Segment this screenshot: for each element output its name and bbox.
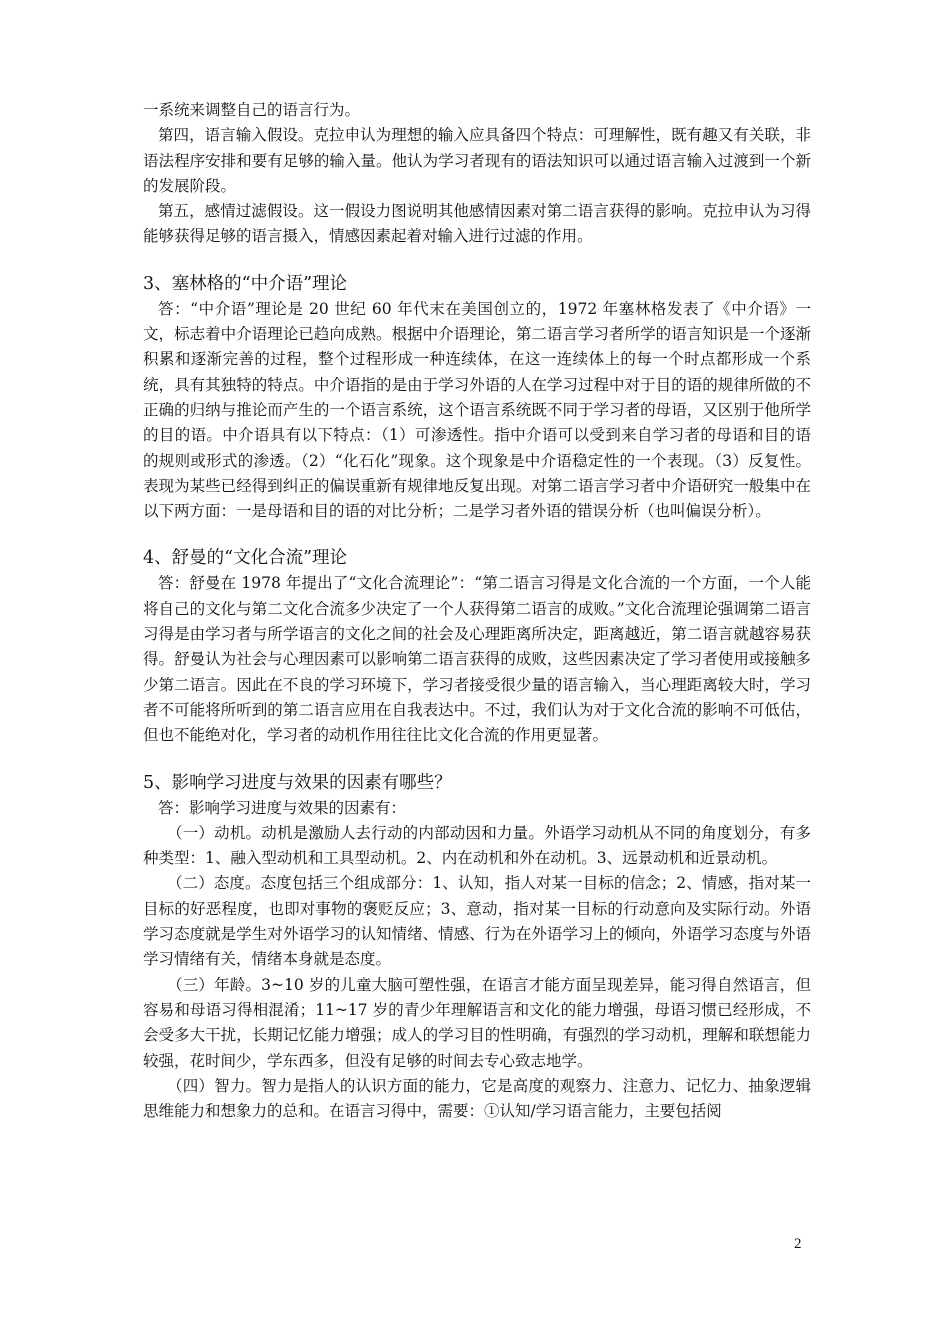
- paragraph: 一系统来调整自己的语言行为。: [143, 101, 361, 119]
- paragraph: （四）智力。智力是指人的认识方面的能力，它是高度的观察力、注意力、记忆力、抽象逻辑思维能力和想象力的总和。在语言习得中，需要：①认知/学习语言能力，主要包括阅: [143, 1076, 811, 1121]
- paragraph: （二）态度。态度包括三个组成部分：1、认知，指人对某一目标的信念；2、情感，指对某一目标的好恶程度，也即对事物的褒贬反应；3、意动，指对某一目标的行动意向及实际行动。外语学习态度就是学生对外语学习的认知情绪、情感、行为在外语学习上的倾向，外语学习态度与外语学习情绪有关，情绪本身就是态度。: [143, 874, 811, 969]
- paragraph: 答：“中介语”理论是 20 世纪 60 年代末在美国创立的，1972 年塞林格发表了《中介语》一文，标志着中介语理论已趋向成熟。根据中介语理论，第二语言学习者所学的语言知识是一个逐渐积累和逐渐完善的过程，整个过程形成一种连续体，在这一连续体上的每一个时点都形成一个系统，具有其独特的特点。中介语指的是由于学习外语的人在学习过程中对于目的语的规律所做的不正确的归纳与推论而产生的一个语言系统，这个语言系统既不同于学习者的母语，又区别于他所学的目的语。中介语具有以下特点：（1）可渗透性。指中介语可以受到来自学习者的母语和目的语的规则或形式的渗透。（2）“化石化”现象。这个现象是中介语稳定性的一个表现。（3）反复性。表现为某些已经得到纠正的偏误重新有规律地反复出现。对第二语言学习者中介语研究一般集中在以下两方面：一是母语和目的语的对比分析；二是学习者外语的错误分析（也叫偏误分析）。: [143, 299, 811, 521]
- paragraph: 第五，感情过滤假设。这一假设力图说明其他感情因素对第二语言获得的影响。克拉申认为习得能够获得足够的语言摄入，情感因素起着对输入进行过滤的作用。: [143, 202, 811, 246]
- section-heading: 4、舒曼的“文化合流”理论: [143, 548, 348, 569]
- section-heading: 5、影响学习进度与效果的因素有哪些？: [143, 772, 452, 793]
- paragraph: （一）动机。动机是激励人去行动的内部动因和力量。外语学习动机从不同的角度划分，有多种类型：1、融入型动机和工具型动机。2、内在动机和外在动机。3、远景动机和近景动机。: [143, 823, 811, 868]
- paragraph: 答：舒曼在 1978 年提出了“文化合流理论”：“第二语言习得是文化合流的一个方面，一个人能将自己的文化与第二文化合流多少决定了一个人获得第二语言的成败。”文化合流理论强调第二语言习得是由学习者与所学语言的文化之间的社会及心理距离所决定，距离越近，第二语言就越容易获得。舒曼认为社会与心理因素可以影响第二语言获得的成败，这些因素决定了学习者使用或接触多少第二语言。因此在不良的学习环境下，学习者接受很少量的语言输入，当心理距离较大时，学习者不可能将所听到的第二语言应用在自我表达中。不过，我们认为对于文化合流的影响不可低估，但也不能绝对化，学习者的动机作用往往比文化合流的作用更显著。: [143, 574, 811, 745]
- paragraph: （三）年龄。3~10 岁的儿童大脑可塑性强，在语言才能方面呈现差异，能习得自然语言，但容易和母语习得相混淆；11~17 岁的青少年理解语言和文化的能力增强，母语习惯已经形成，不会受多大干扰，长期记忆能力增强；成人的学习目的性明确，有强烈的学习动机，理解和联想能力较强，花时间少，学东西多，但没有足够的时间去专心致志地学。: [143, 975, 811, 1070]
- paragraph: 答：影响学习进度与效果的因素有：: [158, 798, 407, 817]
- paragraph: 第四，语言输入假设。克拉申认为理想的输入应具备四个特点：可理解性，既有趣又有关联，非语法程序安排和要有足够的输入量。他认为学习者现有的语法知识可以通过语言输入过渡到一个新的发展阶段。: [143, 126, 811, 195]
- section-heading: 3、塞林格的“中介语”理论: [143, 273, 348, 294]
- page-number: 2: [794, 1236, 802, 1252]
- page-content: [143, 98, 811, 1124]
